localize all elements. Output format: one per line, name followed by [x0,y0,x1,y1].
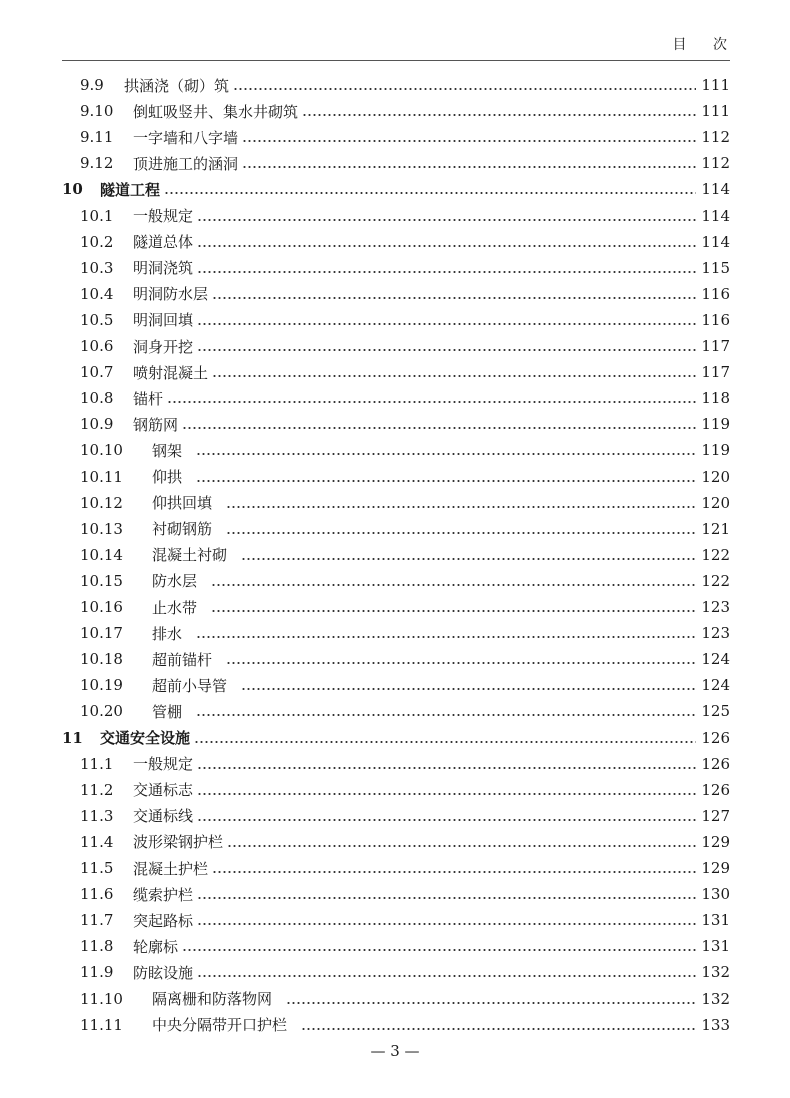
entry-title: 止水带 [152,598,198,617]
entry-number: 11.9 [80,963,114,982]
entry-page-number: 116 [701,310,730,329]
toc-section-entry[interactable] [80,464,730,490]
entry-title: 突起路标 [133,911,194,930]
entry-number: 10.18 [80,650,123,669]
dot-leader [197,777,696,803]
toc-section-entry[interactable] [80,907,730,933]
dot-leader [286,986,696,1012]
toc-section-entry[interactable] [80,333,730,359]
entry-page-number: 126 [701,754,730,773]
entry-page-number: 111 [701,76,730,94]
toc-section-entry[interactable] [80,516,730,542]
entry-number: 10.17 [80,624,123,643]
entry-title: 交通标线 [133,807,194,826]
entry-title: 防水层 [152,572,198,591]
entry-number: 10.1 [80,206,114,225]
dot-leader [226,646,696,672]
entry-title: 防眩设施 [133,963,194,982]
dot-leader [182,933,696,959]
entry-page-number: 127 [701,806,730,825]
dot-leader [196,464,696,490]
dot-leader [197,959,696,985]
entry-title: 钢筋网 [133,415,179,434]
dot-leader [182,411,696,437]
entry-title: 衬砌钢筋 [152,520,213,539]
dot-leader [241,672,696,698]
entry-page-number: 120 [701,467,730,486]
dot-leader [212,281,696,307]
entry-number: 10.16 [80,598,123,616]
entry-page-number: 131 [701,937,730,956]
dot-leader [197,907,696,933]
entry-title: 隧道工程 [100,180,161,199]
entry-page-number: 117 [701,337,730,355]
entry-number: 11.2 [80,780,114,799]
entry-title: 缆索护栏 [133,885,194,904]
toc-section-entry[interactable] [80,229,730,255]
dot-leader [167,385,696,411]
entry-number: 11.6 [80,885,114,904]
dot-leader [197,803,696,829]
entry-number: 11.1 [80,754,114,773]
entry-page-number: 126 [701,780,730,799]
dot-leader [164,176,696,202]
entry-title: 隧道总体 [133,233,194,252]
entry-page-number: 120 [701,493,730,512]
header-label-mu: 目 [672,37,687,53]
entry-number: 10.7 [80,363,114,382]
entry-number: 9.11 [80,128,114,147]
entry-page-number: 119 [701,415,730,434]
entry-page-number: 112 [701,128,730,147]
page-number: — 3 — [370,1042,420,1060]
dot-leader [196,698,696,724]
entry-page-number: 112 [701,154,730,173]
dot-leader [212,359,696,385]
entry-page-number: 129 [701,832,730,851]
dot-leader [196,620,696,646]
entry-number: 10.12 [80,493,123,512]
entry-title: 交通安全设施 [100,729,191,747]
toc-section-entry[interactable] [80,437,730,463]
toc-section-entry[interactable] [80,803,730,829]
toc-section-entry[interactable] [80,620,730,646]
entry-page-number: 132 [701,989,730,1008]
entry-number: 10.2 [80,232,114,251]
entry-number: 10.8 [80,389,114,408]
dot-leader [197,307,696,333]
dot-leader [197,255,696,281]
entry-number: 11.8 [80,937,114,956]
toc-section-entry[interactable] [80,986,730,1012]
entry-title: 洞身开挖 [133,337,194,356]
entry-page-number: 123 [701,598,730,616]
entry-page-number: 115 [701,258,730,277]
header-label-ci: 次 [713,37,727,53]
toc-section-entry[interactable] [80,124,730,150]
entry-number: 10.19 [80,676,123,695]
entry-page-number: 132 [701,963,730,982]
entry-page-number: 129 [701,859,730,877]
entry-page-number: 126 [701,728,730,747]
entry-page-number: 116 [701,284,730,303]
entry-page-number: 121 [701,519,730,538]
entry-number: 10.5 [80,310,114,329]
toc-section-entry[interactable] [80,568,730,594]
toc-section-entry[interactable] [80,751,730,777]
entry-title: 混凝土护栏 [133,859,209,878]
toc-section-entry[interactable] [80,698,730,724]
toc-section-entry[interactable] [80,150,730,176]
dot-leader [301,1012,696,1038]
entry-title: 倒虹吸竖井、集水井砌筑 [133,102,299,121]
entry-title: 轮廓标 [133,937,179,956]
entry-number: 11.10 [80,989,123,1008]
toc-section-entry[interactable] [80,829,730,855]
toc-section-entry[interactable] [80,1012,730,1038]
entry-title: 交通标志 [133,781,194,800]
entry-number: 10.13 [80,519,123,538]
entry-number: 10.11 [80,467,123,486]
dot-leader [197,751,696,777]
entry-title: 仰拱 [152,468,183,486]
entry-page-number: 131 [701,911,730,930]
dot-leader [212,855,696,881]
entry-page-number: 117 [701,363,730,382]
dot-leader [242,150,696,176]
entry-number: 10.15 [80,571,123,590]
entry-page-number: 123 [701,624,730,643]
entry-title: 锚杆 [133,389,164,408]
entry-title: 混凝土衬砌 [152,546,228,565]
entry-page-number: 119 [701,441,730,460]
entry-page-number: 124 [701,676,730,695]
header-rule [62,60,730,61]
dot-leader [197,229,696,255]
toc-section-entry[interactable] [80,959,730,985]
toc-section-entry[interactable] [80,646,730,672]
entry-page-number: 114 [701,232,730,251]
entry-number: 11.5 [80,859,114,877]
entry-number: 11.3 [80,806,114,825]
toc-section-entry[interactable] [80,490,730,516]
toc-section-entry[interactable] [80,72,730,98]
toc-section-entry[interactable] [80,933,730,959]
toc-chapter-entry[interactable] [62,725,730,751]
entry-title: 仰拱回填 [152,494,213,513]
entry-number: 9.12 [80,154,114,173]
entry-title: 隔离栅和防落物网 [152,990,273,1008]
dot-leader [302,98,696,124]
entry-title: 明洞回填 [133,311,194,330]
entry-number: 10.9 [80,415,114,434]
dot-leader [226,490,696,516]
toc-section-entry[interactable] [80,542,730,568]
entry-title: 明洞浇筑 [133,259,194,278]
dot-leader [226,516,696,542]
dot-leader [197,881,696,907]
entry-page-number: 122 [701,545,730,564]
toc-section-entry[interactable] [80,307,730,333]
entry-page-number: 114 [701,206,730,225]
dot-leader [211,594,696,620]
entry-number: 10 [62,180,83,199]
entry-page-number: 124 [701,650,730,669]
dot-leader [197,333,696,359]
entry-number: 9.9 [80,76,104,94]
dot-leader [242,124,696,150]
toc-section-entry[interactable] [80,411,730,437]
dot-leader [241,542,696,568]
dot-leader [233,72,696,98]
dot-leader [227,829,696,855]
entry-title: 管棚 [152,702,183,721]
toc-section-entry[interactable] [80,881,730,907]
entry-number: 9.10 [80,102,114,121]
entry-title: 顶进施工的涵洞 [133,154,239,173]
entry-title: 超前小导管 [152,676,228,695]
entry-page-number: 130 [701,885,730,904]
entry-number: 11.4 [80,832,114,851]
entry-title: 排水 [152,624,183,643]
entry-page-number: 118 [701,389,730,408]
toc-section-entry[interactable] [80,594,730,620]
dot-leader [197,203,696,229]
running-header [0,34,727,54]
entry-page-number: 122 [701,571,730,590]
entry-title: 一般规定 [133,207,194,225]
entry-number: 10.20 [80,702,123,721]
entry-page-number: 111 [701,102,730,121]
entry-title: 波形梁钢护栏 [133,833,224,852]
toc-section-entry[interactable] [80,203,730,229]
toc-section-entry[interactable] [80,672,730,698]
entry-number: 10.4 [80,284,114,303]
toc-section-entry[interactable] [80,385,730,411]
dot-leader [211,568,696,594]
entry-page-number: 125 [701,702,730,721]
entry-title: 拱涵浇（砌）筑 [124,76,230,95]
toc-section-entry[interactable] [80,855,730,881]
entry-page-number: 133 [701,1015,730,1034]
entry-title: 超前锚杆 [152,650,213,669]
entry-title: 一字墙和八字墙 [133,128,239,147]
toc-section-entry[interactable] [80,359,730,385]
toc-section-entry[interactable] [80,255,730,281]
entry-title: 一般规定 [133,755,194,774]
entry-number: 10.6 [80,337,114,355]
entry-number: 10.10 [80,441,123,460]
entry-title: 明洞防水层 [133,285,209,304]
entry-number: 11.11 [80,1015,123,1034]
dot-leader [194,725,696,751]
entry-title: 钢架 [152,441,183,460]
toc-section-entry[interactable] [80,98,730,124]
entry-number: 11.7 [80,911,114,930]
entry-number: 10.14 [80,545,123,564]
toc-section-entry[interactable] [80,281,730,307]
entry-page-number: 114 [701,180,730,199]
toc-section-entry[interactable] [80,777,730,803]
entry-number: 10.3 [80,258,114,277]
dot-leader [196,437,696,463]
entry-title: 中央分隔带开口护栏 [152,1016,288,1035]
entry-title: 喷射混凝土 [133,363,209,382]
entry-number: 11 [62,728,83,747]
toc-chapter-entry[interactable] [62,176,730,202]
